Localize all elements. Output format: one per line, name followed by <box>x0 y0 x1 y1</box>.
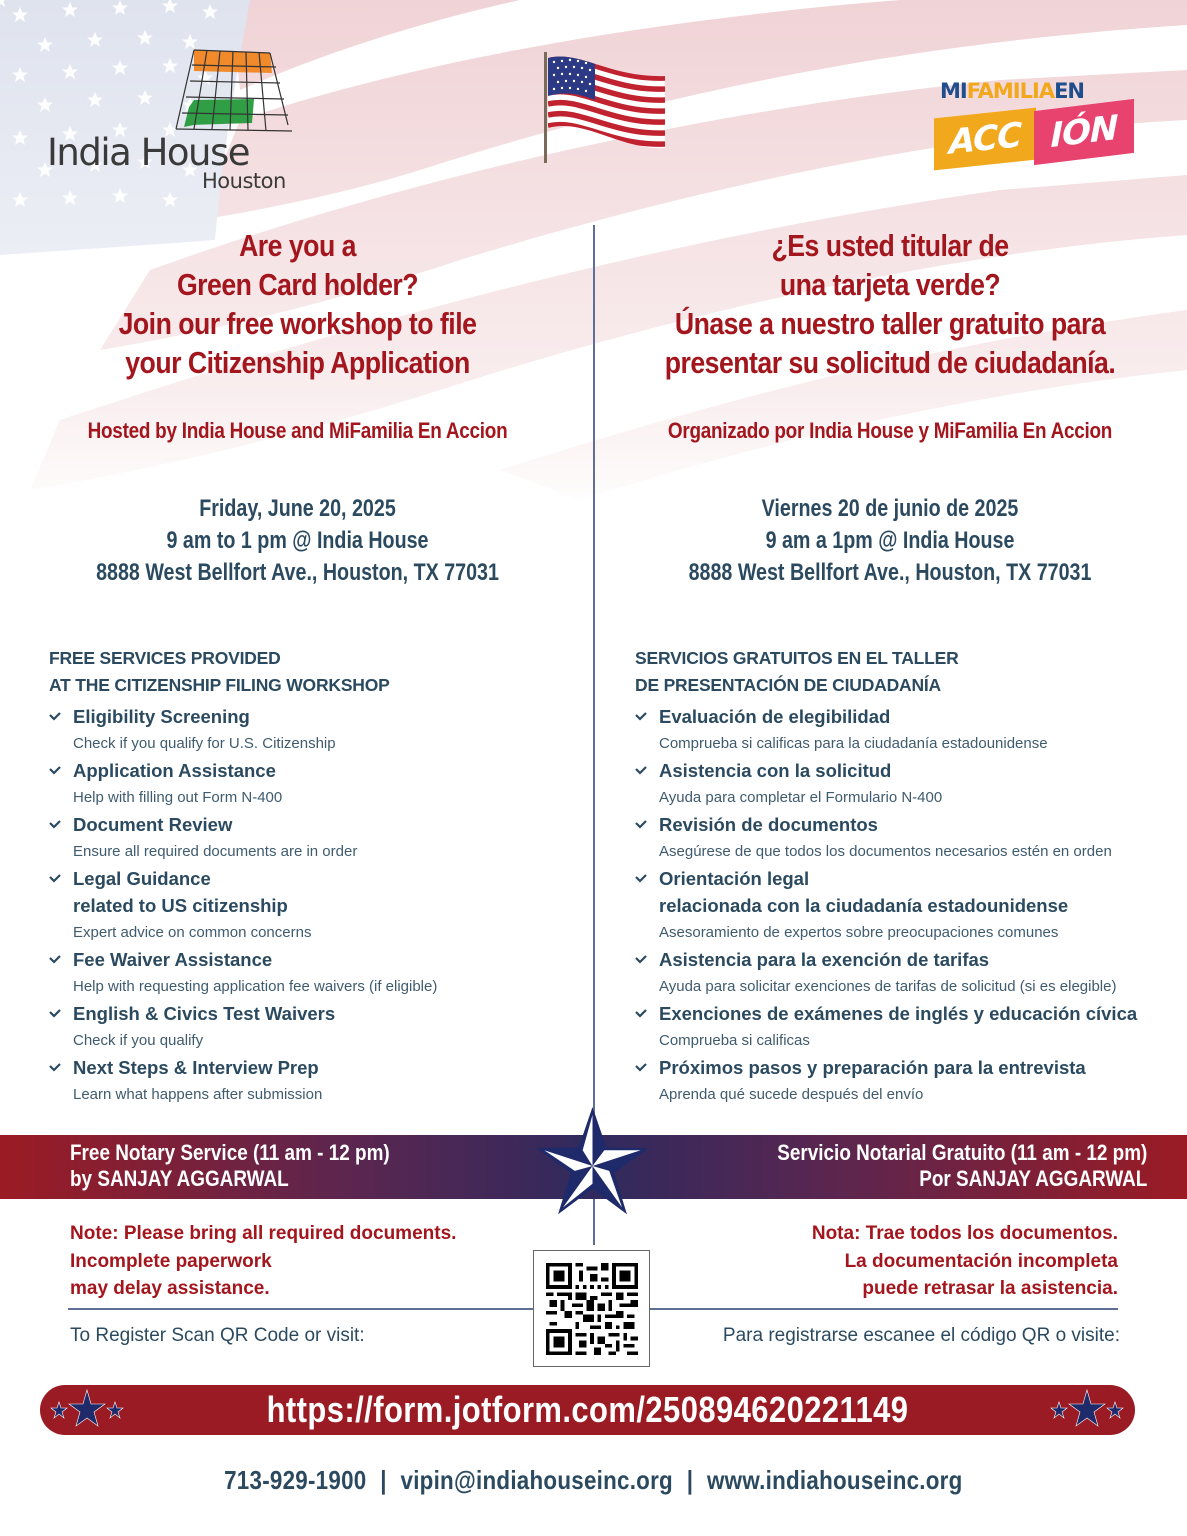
note-line: Nota: Trae todos los documentos. <box>811 1223 1118 1244</box>
service-title-line-2: relacionada con la ciudadanía estadounidense <box>659 895 1069 916</box>
service-description: Ensure all required documents are in order <box>73 843 358 860</box>
service-description: Ayuda para completar el Formulario N-400 <box>659 789 943 806</box>
check-icon <box>49 1008 61 1018</box>
service-title: Revisión de documentos <box>659 814 878 835</box>
service-item <box>635 865 1137 946</box>
service-title: Próximos pasos y preparación para la entrevista <box>659 1057 1086 1078</box>
headline-line: Are you a <box>239 228 356 263</box>
service-description: Comprueba si calificas para la ciudadanía estadounidense <box>659 735 1048 752</box>
event-time-place: 9 am a 1pm @ India House <box>765 527 1015 554</box>
separator: | <box>380 1465 387 1495</box>
india-house-name: India House <box>47 131 250 174</box>
service-description: Check if you qualify <box>73 1032 204 1049</box>
check-icon <box>49 873 61 883</box>
event-address: 8888 West Bellfort Ave., Houston, TX 77031 <box>688 559 1092 586</box>
check-icon <box>635 711 647 721</box>
service-title: Evaluación de elegibilidad <box>659 706 891 727</box>
service-item <box>635 811 1137 865</box>
english-headline <box>59 226 536 382</box>
service-description: Asegúrese de que todos los documentos necesarios estén en orden <box>659 843 1112 860</box>
services-heading-line: AT THE CITIZENSHIP FILING WORKSHOP <box>49 675 390 695</box>
contact-email[interactable]: vipin@indiahouseinc.org <box>400 1465 674 1495</box>
service-title: Application Assistance <box>73 760 276 781</box>
check-icon <box>49 765 61 775</box>
check-icon <box>635 954 647 964</box>
registration-qr-code[interactable] <box>533 1250 650 1367</box>
service-item <box>49 811 437 865</box>
mifamilia-en: EN <box>1054 79 1084 103</box>
service-description: Expert advice on common concerns <box>73 924 312 941</box>
service-item <box>635 703 1137 757</box>
service-title: Exenciones de exámenes de inglés y educación cívica <box>659 1003 1138 1024</box>
service-description: Comprueba si calificas <box>659 1032 810 1049</box>
note-line: puede retrasar la asistencia. <box>862 1278 1118 1299</box>
check-icon <box>49 954 61 964</box>
divider <box>650 1308 1118 1310</box>
services-heading <box>49 645 437 699</box>
check-icon <box>635 1008 647 1018</box>
headline-line: presentar su solicitud de ciudadanía. <box>664 345 1116 380</box>
nautical-stars-icon <box>1045 1388 1130 1432</box>
event-details <box>660 493 1119 589</box>
headline-line: ¿Es usted titular de <box>771 228 1009 263</box>
service-description: Aprenda qué sucede después del envío <box>659 1086 924 1103</box>
organized-by: Organizado por India House y MiFamilia En Accion <box>667 418 1113 443</box>
nautical-star-icon <box>530 1105 655 1227</box>
notary-line: Free Notary Service (11 am - 12 pm) <box>70 1140 390 1165</box>
note-spanish <box>812 1220 1118 1303</box>
qr-code-icon <box>546 1263 638 1355</box>
contact-phone[interactable]: 713-929-1900 <box>224 1465 367 1495</box>
service-description: Help with requesting application fee waivers (if eligible) <box>73 978 438 995</box>
contact-website[interactable]: www.indiahouseinc.org <box>707 1465 963 1495</box>
check-icon <box>635 873 647 883</box>
register-prompt-english: To Register Scan QR Code or visit: <box>70 1325 365 1346</box>
note-line: Incomplete paperwork <box>70 1250 272 1272</box>
check-icon <box>49 1062 61 1072</box>
headline-line: Únase a nuestro taller gratuito para <box>674 306 1106 341</box>
service-description: Help with filling out Form N-400 <box>73 789 283 806</box>
center-divider <box>593 225 595 1245</box>
service-title: Asistencia con la solicitud <box>659 760 892 781</box>
mifamilia-familia: FAMILIA <box>966 79 1055 103</box>
service-item <box>49 703 437 757</box>
contact-info <box>0 1465 1187 1496</box>
mifamilia-wordmark <box>940 79 1084 103</box>
register-prompt-spanish: Para registrarse escanee el código QR o visite: <box>722 1325 1120 1346</box>
separator: | <box>686 1465 694 1495</box>
service-title: Document Review <box>73 814 233 835</box>
event-date: Friday, June 20, 2025 <box>199 495 396 522</box>
notary-english <box>70 1140 390 1192</box>
us-flag-icon <box>540 48 665 163</box>
india-house-logo <box>44 45 314 195</box>
service-title: English & Civics Test Waivers <box>73 1003 336 1024</box>
notary-spanish <box>777 1140 1147 1192</box>
mifamilia-acc-block: ACC <box>934 108 1036 171</box>
service-title-line-2: related to US citizenship <box>73 895 288 916</box>
check-icon <box>635 1062 647 1072</box>
event-address: 8888 West Bellfort Ave., Houston, TX 77031 <box>96 559 499 586</box>
event-time-place: 9 am to 1 pm @ India House <box>166 527 429 554</box>
check-icon <box>635 765 647 775</box>
service-title: Eligibility Screening <box>73 706 250 727</box>
headline-line: una tarjeta verde? <box>779 267 1001 302</box>
divider <box>68 1308 534 1310</box>
notary-line: by SANJAY AGGARWAL <box>70 1166 289 1191</box>
service-title: Fee Waiver Assistance <box>73 949 273 970</box>
check-icon <box>49 711 61 721</box>
services-heading-line: SERVICIOS GRATUITOS EN EL TALLER <box>635 648 959 668</box>
note-english <box>70 1220 456 1303</box>
service-description: Asesoramiento de expertos sobre preocupaciones comunes <box>659 924 1059 941</box>
services-list <box>635 703 1137 1108</box>
check-icon <box>49 819 61 829</box>
service-item <box>49 865 437 946</box>
headline-line: Green Card holder? <box>176 267 419 302</box>
india-house-city: Houston <box>202 169 286 193</box>
service-item <box>635 1000 1137 1054</box>
spanish-headline <box>649 226 1131 382</box>
services-heading-line: DE PRESENTACIÓN DE CIUDADANÍA <box>635 675 941 695</box>
service-description: Ayuda para solicitar exenciones de tarifas de solicitud (si es elegible) <box>659 978 1117 995</box>
services-heading <box>635 645 1137 699</box>
services-section <box>49 645 437 1108</box>
service-item <box>49 1000 437 1054</box>
registration-url-link[interactable]: https://form.jotform.com/250894620221149 <box>266 1389 909 1430</box>
event-details <box>70 493 525 589</box>
service-item <box>635 946 1137 1000</box>
service-description: Check if you qualify for U.S. Citizenship <box>73 735 336 752</box>
check-icon <box>635 819 647 829</box>
service-item <box>49 757 437 811</box>
mifamilia-en-accion-logo <box>930 75 1140 195</box>
mifamilia-ion-block: IÓN <box>1034 99 1134 165</box>
service-description: Learn what happens after submission <box>73 1086 323 1103</box>
mifamilia-mi: MI <box>940 79 967 103</box>
note-line: La documentación incompleta <box>844 1250 1118 1272</box>
service-item <box>49 946 437 1000</box>
hosted-by: Hosted by India House and MiFamilia En Accion <box>87 418 508 443</box>
service-title: Asistencia para la exención de tarifas <box>659 949 990 970</box>
services-list <box>49 703 437 1108</box>
notary-line: Por SANJAY AGGARWAL <box>918 1166 1147 1191</box>
headline-line: Join our free workshop to file <box>118 306 477 341</box>
services-heading-line: FREE SERVICES PROVIDED <box>49 648 281 668</box>
service-item <box>635 1054 1137 1108</box>
services-section <box>635 645 1137 1108</box>
service-title: Orientación legal <box>659 868 810 889</box>
note-line: may delay assistance. <box>70 1278 270 1299</box>
registration-url-banner <box>40 1385 1135 1435</box>
service-item <box>49 1054 437 1108</box>
service-item <box>635 757 1137 811</box>
note-line: Note: Please bring all required documents. <box>70 1223 457 1244</box>
headline-line: your Citizenship Application <box>125 345 470 380</box>
india-house-building-icon <box>44 45 314 140</box>
service-title: Next Steps & Interview Prep <box>73 1057 319 1078</box>
event-date: Viernes 20 de junio de 2025 <box>761 495 1019 522</box>
notary-line: Servicio Notarial Gratuito (11 am - 12 pm) <box>776 1140 1147 1165</box>
service-title: Legal Guidance <box>73 868 211 889</box>
